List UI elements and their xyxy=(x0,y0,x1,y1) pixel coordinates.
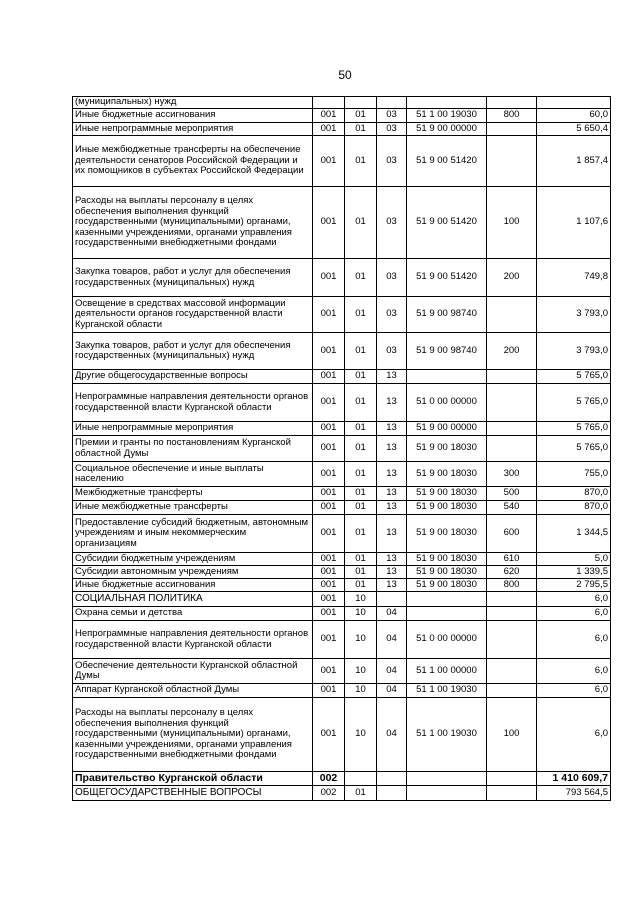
row-target-article: 51 1 00 19030 xyxy=(407,698,487,772)
row-name: Субсидии автономным учреждениям xyxy=(73,566,313,579)
row-sum: 1 344,5 xyxy=(537,515,611,553)
row-name: Закупка товаров, работ и услуг для обеспечения государственных (муниципальных) нужд xyxy=(73,333,313,370)
row-name: Непрограммные направления деятельности органов государственной власти Курганской области xyxy=(73,621,313,659)
table-row xyxy=(73,553,611,566)
row-expense-type xyxy=(487,659,537,684)
row-sum: 1 857,4 xyxy=(537,136,611,187)
row-sum: 755,0 xyxy=(537,462,611,487)
row-expense-type: 800 xyxy=(487,579,537,592)
row-section: 01 xyxy=(345,422,377,436)
row-expense-type: 610 xyxy=(487,553,537,566)
row-grbs: 001 xyxy=(313,515,345,553)
row-section: 01 xyxy=(345,370,377,384)
row-section: 01 xyxy=(345,297,377,333)
row-grbs: 001 xyxy=(313,487,345,501)
table-row xyxy=(73,786,611,801)
table-row xyxy=(73,487,611,501)
row-expense-type xyxy=(487,592,537,607)
row-expense-type: 300 xyxy=(487,462,537,487)
table-row xyxy=(73,97,611,109)
row-target-article: 51 9 00 00000 xyxy=(407,422,487,436)
row-expense-type xyxy=(487,384,537,422)
row-section: 01 xyxy=(345,187,377,259)
row-subsection: 03 xyxy=(377,123,407,136)
row-sum: 60,0 xyxy=(537,109,611,123)
row-target-article: 51 0 00 00000 xyxy=(407,384,487,422)
row-grbs: 001 xyxy=(313,579,345,592)
row-name: Закупка товаров, работ и услуг для обеспечения государственных (муниципальных) нужд xyxy=(73,259,313,297)
table-row xyxy=(73,436,611,462)
row-target-article: 51 9 00 51420 xyxy=(407,187,487,259)
row-name: (муниципальных) нужд xyxy=(73,97,313,109)
row-subsection: 03 xyxy=(377,259,407,297)
row-expense-type: 200 xyxy=(487,259,537,297)
row-grbs: 002 xyxy=(313,772,345,786)
row-subsection: 13 xyxy=(377,553,407,566)
row-name: Иные бюджетные ассигнования xyxy=(73,109,313,123)
row-section: 01 xyxy=(345,515,377,553)
table-row xyxy=(73,684,611,698)
row-grbs: 001 xyxy=(313,422,345,436)
row-name: Аппарат Курганской областной Думы xyxy=(73,684,313,698)
table-row xyxy=(73,772,611,786)
row-section: 01 xyxy=(345,436,377,462)
table-row xyxy=(73,123,611,136)
table-row xyxy=(73,566,611,579)
row-grbs: 002 xyxy=(313,786,345,801)
row-section: 10 xyxy=(345,684,377,698)
row-grbs: 001 xyxy=(313,109,345,123)
row-subsection xyxy=(377,97,407,109)
budget-table xyxy=(72,96,611,801)
row-grbs xyxy=(313,97,345,109)
row-expense-type xyxy=(487,123,537,136)
row-section: 10 xyxy=(345,621,377,659)
row-expense-type: 800 xyxy=(487,109,537,123)
row-sum: 749,8 xyxy=(537,259,611,297)
row-section: 01 xyxy=(345,501,377,515)
row-target-article: 51 9 00 18030 xyxy=(407,579,487,592)
row-target-article: 51 1 00 19030 xyxy=(407,684,487,698)
row-sum: 5 765,0 xyxy=(537,370,611,384)
row-expense-type: 600 xyxy=(487,515,537,553)
row-grbs: 001 xyxy=(313,187,345,259)
row-name: СОЦИАЛЬНАЯ ПОЛИТИКА xyxy=(73,592,313,607)
row-name: Иные бюджетные ассигнования xyxy=(73,579,313,592)
row-grbs: 001 xyxy=(313,123,345,136)
row-subsection: 13 xyxy=(377,370,407,384)
table-row xyxy=(73,462,611,487)
row-section: 10 xyxy=(345,659,377,684)
row-expense-type: 200 xyxy=(487,333,537,370)
row-target-article: 51 9 00 98740 xyxy=(407,297,487,333)
row-section: 10 xyxy=(345,607,377,621)
row-name: ОБЩЕГОСУДАРСТВЕННЫЕ ВОПРОСЫ xyxy=(73,786,313,801)
row-sum: 1 107,6 xyxy=(537,187,611,259)
row-section: 01 xyxy=(345,333,377,370)
row-target-article: 51 9 00 00000 xyxy=(407,123,487,136)
row-expense-type xyxy=(487,436,537,462)
row-grbs: 001 xyxy=(313,136,345,187)
row-expense-type xyxy=(487,607,537,621)
table-row xyxy=(73,259,611,297)
row-section: 10 xyxy=(345,592,377,607)
row-expense-type xyxy=(487,422,537,436)
table-row xyxy=(73,501,611,515)
row-target-article: 51 1 00 00000 xyxy=(407,659,487,684)
row-section: 01 xyxy=(345,566,377,579)
row-subsection: 13 xyxy=(377,515,407,553)
row-section: 01 xyxy=(345,553,377,566)
table-row xyxy=(73,297,611,333)
row-name: Иные непрограммные мероприятия xyxy=(73,123,313,136)
row-subsection xyxy=(377,772,407,786)
row-name: Другие общегосударственные вопросы xyxy=(73,370,313,384)
row-sum: 3 793,0 xyxy=(537,297,611,333)
table-row xyxy=(73,515,611,553)
row-subsection: 04 xyxy=(377,684,407,698)
row-sum: 870,0 xyxy=(537,501,611,515)
row-name: Освещение в средствах массовой информации деятельности органов государственной власти Курганской области xyxy=(73,297,313,333)
row-target-article: 51 9 00 18030 xyxy=(407,436,487,462)
row-sum: 3 793,0 xyxy=(537,333,611,370)
table-row xyxy=(73,621,611,659)
row-name: Непрограммные направления деятельности органов государственной власти Курганской области xyxy=(73,384,313,422)
row-target-article: 51 9 00 51420 xyxy=(407,136,487,187)
row-section: 01 xyxy=(345,462,377,487)
row-name: Обеспечение деятельности Курганской областной Думы xyxy=(73,659,313,684)
row-expense-type: 540 xyxy=(487,501,537,515)
row-sum: 793 564,5 xyxy=(537,786,611,801)
row-grbs: 001 xyxy=(313,370,345,384)
row-section xyxy=(345,97,377,109)
row-section xyxy=(345,772,377,786)
table-row xyxy=(73,607,611,621)
row-grbs: 001 xyxy=(313,621,345,659)
row-section: 01 xyxy=(345,579,377,592)
row-expense-type xyxy=(487,136,537,187)
row-subsection: 03 xyxy=(377,187,407,259)
row-sum: 6,0 xyxy=(537,607,611,621)
row-subsection: 13 xyxy=(377,566,407,579)
row-section: 01 xyxy=(345,786,377,801)
row-name: Премии и гранты по постановлениям Курганской областной Думы xyxy=(73,436,313,462)
row-expense-type: 100 xyxy=(487,698,537,772)
row-sum: 6,0 xyxy=(537,621,611,659)
table-row xyxy=(73,659,611,684)
row-section: 01 xyxy=(345,384,377,422)
row-target-article: 51 9 00 18030 xyxy=(407,566,487,579)
row-expense-type: 500 xyxy=(487,487,537,501)
row-subsection: 03 xyxy=(377,109,407,123)
row-section: 01 xyxy=(345,136,377,187)
row-sum: 5,0 xyxy=(537,553,611,566)
table-row xyxy=(73,370,611,384)
table-row xyxy=(73,109,611,123)
table-row xyxy=(73,136,611,187)
row-target-article: 51 9 00 98740 xyxy=(407,333,487,370)
row-target-article xyxy=(407,607,487,621)
row-section: 01 xyxy=(345,259,377,297)
row-name: Межбюджетные трансферты xyxy=(73,487,313,501)
row-expense-type xyxy=(487,97,537,109)
row-target-article: 51 0 00 00000 xyxy=(407,621,487,659)
row-subsection: 03 xyxy=(377,333,407,370)
row-grbs: 001 xyxy=(313,684,345,698)
row-target-article: 51 9 00 18030 xyxy=(407,462,487,487)
row-subsection: 13 xyxy=(377,462,407,487)
row-name: Предоставление субсидий бюджетным, автономным учреждениям и иным некоммерческим организациям xyxy=(73,515,313,553)
row-subsection xyxy=(377,592,407,607)
row-subsection xyxy=(377,786,407,801)
row-sum: 6,0 xyxy=(537,698,611,772)
row-grbs: 001 xyxy=(313,698,345,772)
row-expense-type: 100 xyxy=(487,187,537,259)
row-section: 10 xyxy=(345,698,377,772)
table-row xyxy=(73,384,611,422)
row-target-article: 51 9 00 18030 xyxy=(407,515,487,553)
row-subsection: 13 xyxy=(377,422,407,436)
row-name: Иные непрограммные мероприятия xyxy=(73,422,313,436)
row-grbs: 001 xyxy=(313,592,345,607)
row-name: Иные межбюджетные трансферты на обеспечение деятельности сенаторов Российской Федерации и их помощников в субъектах Российской Федерации xyxy=(73,136,313,187)
row-name: Субсидии бюджетным учреждениям xyxy=(73,553,313,566)
row-sum: 6,0 xyxy=(537,684,611,698)
row-subsection: 13 xyxy=(377,487,407,501)
row-sum: 1 410 609,7 xyxy=(537,772,611,786)
table-row xyxy=(73,333,611,370)
row-sum: 5 650,4 xyxy=(537,123,611,136)
row-target-article: 51 1 00 19030 xyxy=(407,109,487,123)
row-grbs: 001 xyxy=(313,384,345,422)
row-section: 01 xyxy=(345,487,377,501)
row-subsection: 03 xyxy=(377,136,407,187)
row-target-article: 51 9 00 18030 xyxy=(407,501,487,515)
table-row xyxy=(73,187,611,259)
row-target-article xyxy=(407,97,487,109)
row-sum: 6,0 xyxy=(537,659,611,684)
row-expense-type: 620 xyxy=(487,566,537,579)
row-grbs: 001 xyxy=(313,566,345,579)
row-sum: 6,0 xyxy=(537,592,611,607)
row-target-article xyxy=(407,370,487,384)
row-target-article xyxy=(407,592,487,607)
row-grbs: 001 xyxy=(313,501,345,515)
row-grbs: 001 xyxy=(313,553,345,566)
row-name: Социальное обеспечение и иные выплаты населению xyxy=(73,462,313,487)
row-expense-type xyxy=(487,297,537,333)
row-sum: 5 765,0 xyxy=(537,384,611,422)
row-expense-type xyxy=(487,621,537,659)
row-name: Расходы на выплаты персоналу в целях обеспечения выполнения функций государственными (муниципальными) органами, казенными учреждениями, органами управления государственными внебюджетными фондами xyxy=(73,698,313,772)
row-subsection: 13 xyxy=(377,436,407,462)
row-subsection: 13 xyxy=(377,501,407,515)
table-row xyxy=(73,579,611,592)
row-sum: 5 765,0 xyxy=(537,422,611,436)
row-target-article: 51 9 00 51420 xyxy=(407,259,487,297)
row-subsection: 03 xyxy=(377,297,407,333)
row-subsection: 13 xyxy=(377,384,407,422)
row-subsection: 04 xyxy=(377,621,407,659)
row-target-article xyxy=(407,772,487,786)
row-grbs: 001 xyxy=(313,607,345,621)
row-grbs: 001 xyxy=(313,259,345,297)
row-sum: 870,0 xyxy=(537,487,611,501)
page-number: 50 xyxy=(338,68,352,82)
row-grbs: 001 xyxy=(313,333,345,370)
row-subsection: 04 xyxy=(377,607,407,621)
row-expense-type xyxy=(487,684,537,698)
row-sum xyxy=(537,97,611,109)
row-grbs: 001 xyxy=(313,436,345,462)
row-sum: 2 795,5 xyxy=(537,579,611,592)
row-section: 01 xyxy=(345,109,377,123)
row-sum: 5 765,0 xyxy=(537,436,611,462)
row-expense-type xyxy=(487,772,537,786)
table-row xyxy=(73,698,611,772)
row-subsection: 04 xyxy=(377,698,407,772)
row-sum: 1 339,5 xyxy=(537,566,611,579)
row-target-article: 51 9 00 18030 xyxy=(407,487,487,501)
row-subsection: 04 xyxy=(377,659,407,684)
row-name: Правительство Курганской области xyxy=(73,772,313,786)
row-name: Расходы на выплаты персоналу в целях обеспечения выполнения функций государственными (муниципальными) органами, казенными учреждениями, органами управления государственными внебюджетными фондами xyxy=(73,187,313,259)
row-grbs: 001 xyxy=(313,659,345,684)
table-row xyxy=(73,422,611,436)
row-expense-type xyxy=(487,370,537,384)
row-name: Охрана семьи и детства xyxy=(73,607,313,621)
row-grbs: 001 xyxy=(313,462,345,487)
row-grbs: 001 xyxy=(313,297,345,333)
row-subsection: 13 xyxy=(377,579,407,592)
row-name: Иные межбюджетные трансферты xyxy=(73,501,313,515)
row-target-article xyxy=(407,786,487,801)
table-row xyxy=(73,592,611,607)
row-section: 01 xyxy=(345,123,377,136)
row-target-article: 51 9 00 18030 xyxy=(407,553,487,566)
row-expense-type xyxy=(487,786,537,801)
